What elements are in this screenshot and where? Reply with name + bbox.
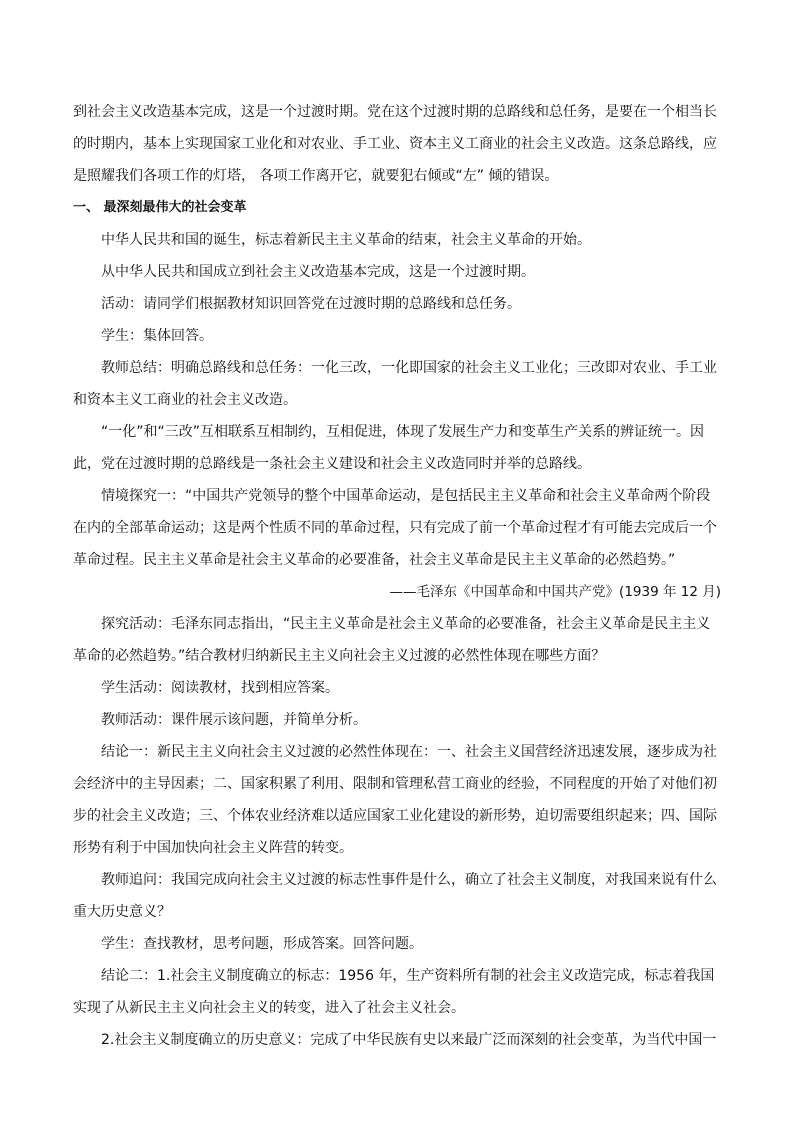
paragraph: 2.社会主义制度确立的历史意义：完成了中华民族有史以来最广泛而深刻的社会变革，为当代中国一 [101,1032,717,1048]
paragraph: “一化”和“三改”互相联系互相制约，互相促进，体现了发展生产力和变革生产关系的辨证统一。因此，党在过渡时期的总路线是一条社会主义建设和社会主义改造同时并举的总路线。 [73,424,705,472]
paragraph-continuation: 到社会主义改造基本完成，这是一个过渡时期。党在这个过渡时期的总路线和总任务，是要在一个相当长的时期内，基本上实现国家工业化和对农业、手工业、资本主义工商业的社会主义改造。这条总路线，应是照耀我们各项工作的灯塔， 各项工作离开它，就要犯右倾或“左” 倾的错误。 [73,104,717,184]
student-paragraph: 学生：查找教材，思考问题，形成答案。回答问题。 [101,936,423,952]
student-activity-paragraph: 学生活动：阅读教材，找到相应答案。 [101,680,339,696]
paragraph: 从中华人民共和国成立到社会主义改造基本完成，这是一个过渡时期。 [101,264,535,280]
document-body [73,96,721,1056]
conclusion-one-paragraph: 结论一：新民主主义向社会主义过渡的必然性体现在：一、社会主义国营经济迅速发展，逐步成为社会经济中的主导因素；二、国家积累了利用、限制和管理私营工商业的经验，不同程度的开始了对他们初步的社会主义改造；三、个体农业经济难以适应国家工业化建设的新形势，迫切需要组织起来；四、国际形势有利于中国加快向社会主义阵营的转变。 [73,744,717,856]
student-paragraph: 学生：集体回答。 [101,328,213,344]
paragraph: 中华人民共和国的诞生，标志着新民主主义革命的结束，社会主义革命的开始。 [101,232,591,248]
inquiry-paragraph: 探究活动：毛泽东同志指出，“民主主义革命是社会主义革命的必要准备，社会主义革命是民主主义革命的必然趋势。”结合教材归纳新民主主义向社会主义过渡的必然性体现在哪些方面？ [73,616,711,664]
teacher-question-paragraph: 教师追问：我国完成向社会主义过渡的标志性事件是什么，确立了社会主义制度，对我国来说有什么重大历史意义？ [73,872,717,920]
teacher-summary-paragraph: 教师总结：明确总路线和总任务：一化三改，一化即国家的社会主义工业化；三改即对农业、手工业和资本主义工商业的社会主义改造。 [73,360,717,408]
section-heading: 一、 最深刻最伟大的社会变革 [73,200,247,215]
activity-paragraph: 活动：请同学们根据教材知识回答党在过渡时期的总路线和总任务。 [101,296,521,312]
scenario-paragraph: 情境探究一：“中国共产党领导的整个中国革命运动，是包括民主主义革命和社会主义革命两个阶段在内的全部革命运动；这是两个性质不同的革命过程，只有完成了前一个革命过程才有可能去完成后一个革命过程。民主主义革命是社会主义革命的必要准备，社会主义革命是民主主义革命的必然趋势。” [73,488,717,568]
conclusion-two-paragraph: 结论二：1.社会主义制度确立的标志：1956 年，生产资料所有制的社会主义改造完成，标志着我国实现了从新民主主义向社会主义的转变，进入了社会主义社会。 [73,968,715,1016]
teacher-activity-paragraph: 教师活动：课件展示该问题，并简单分析。 [101,712,367,728]
quote-source: ——毛泽东《中国革命和中国共产党》(1939 年 12 月) [389,584,721,600]
